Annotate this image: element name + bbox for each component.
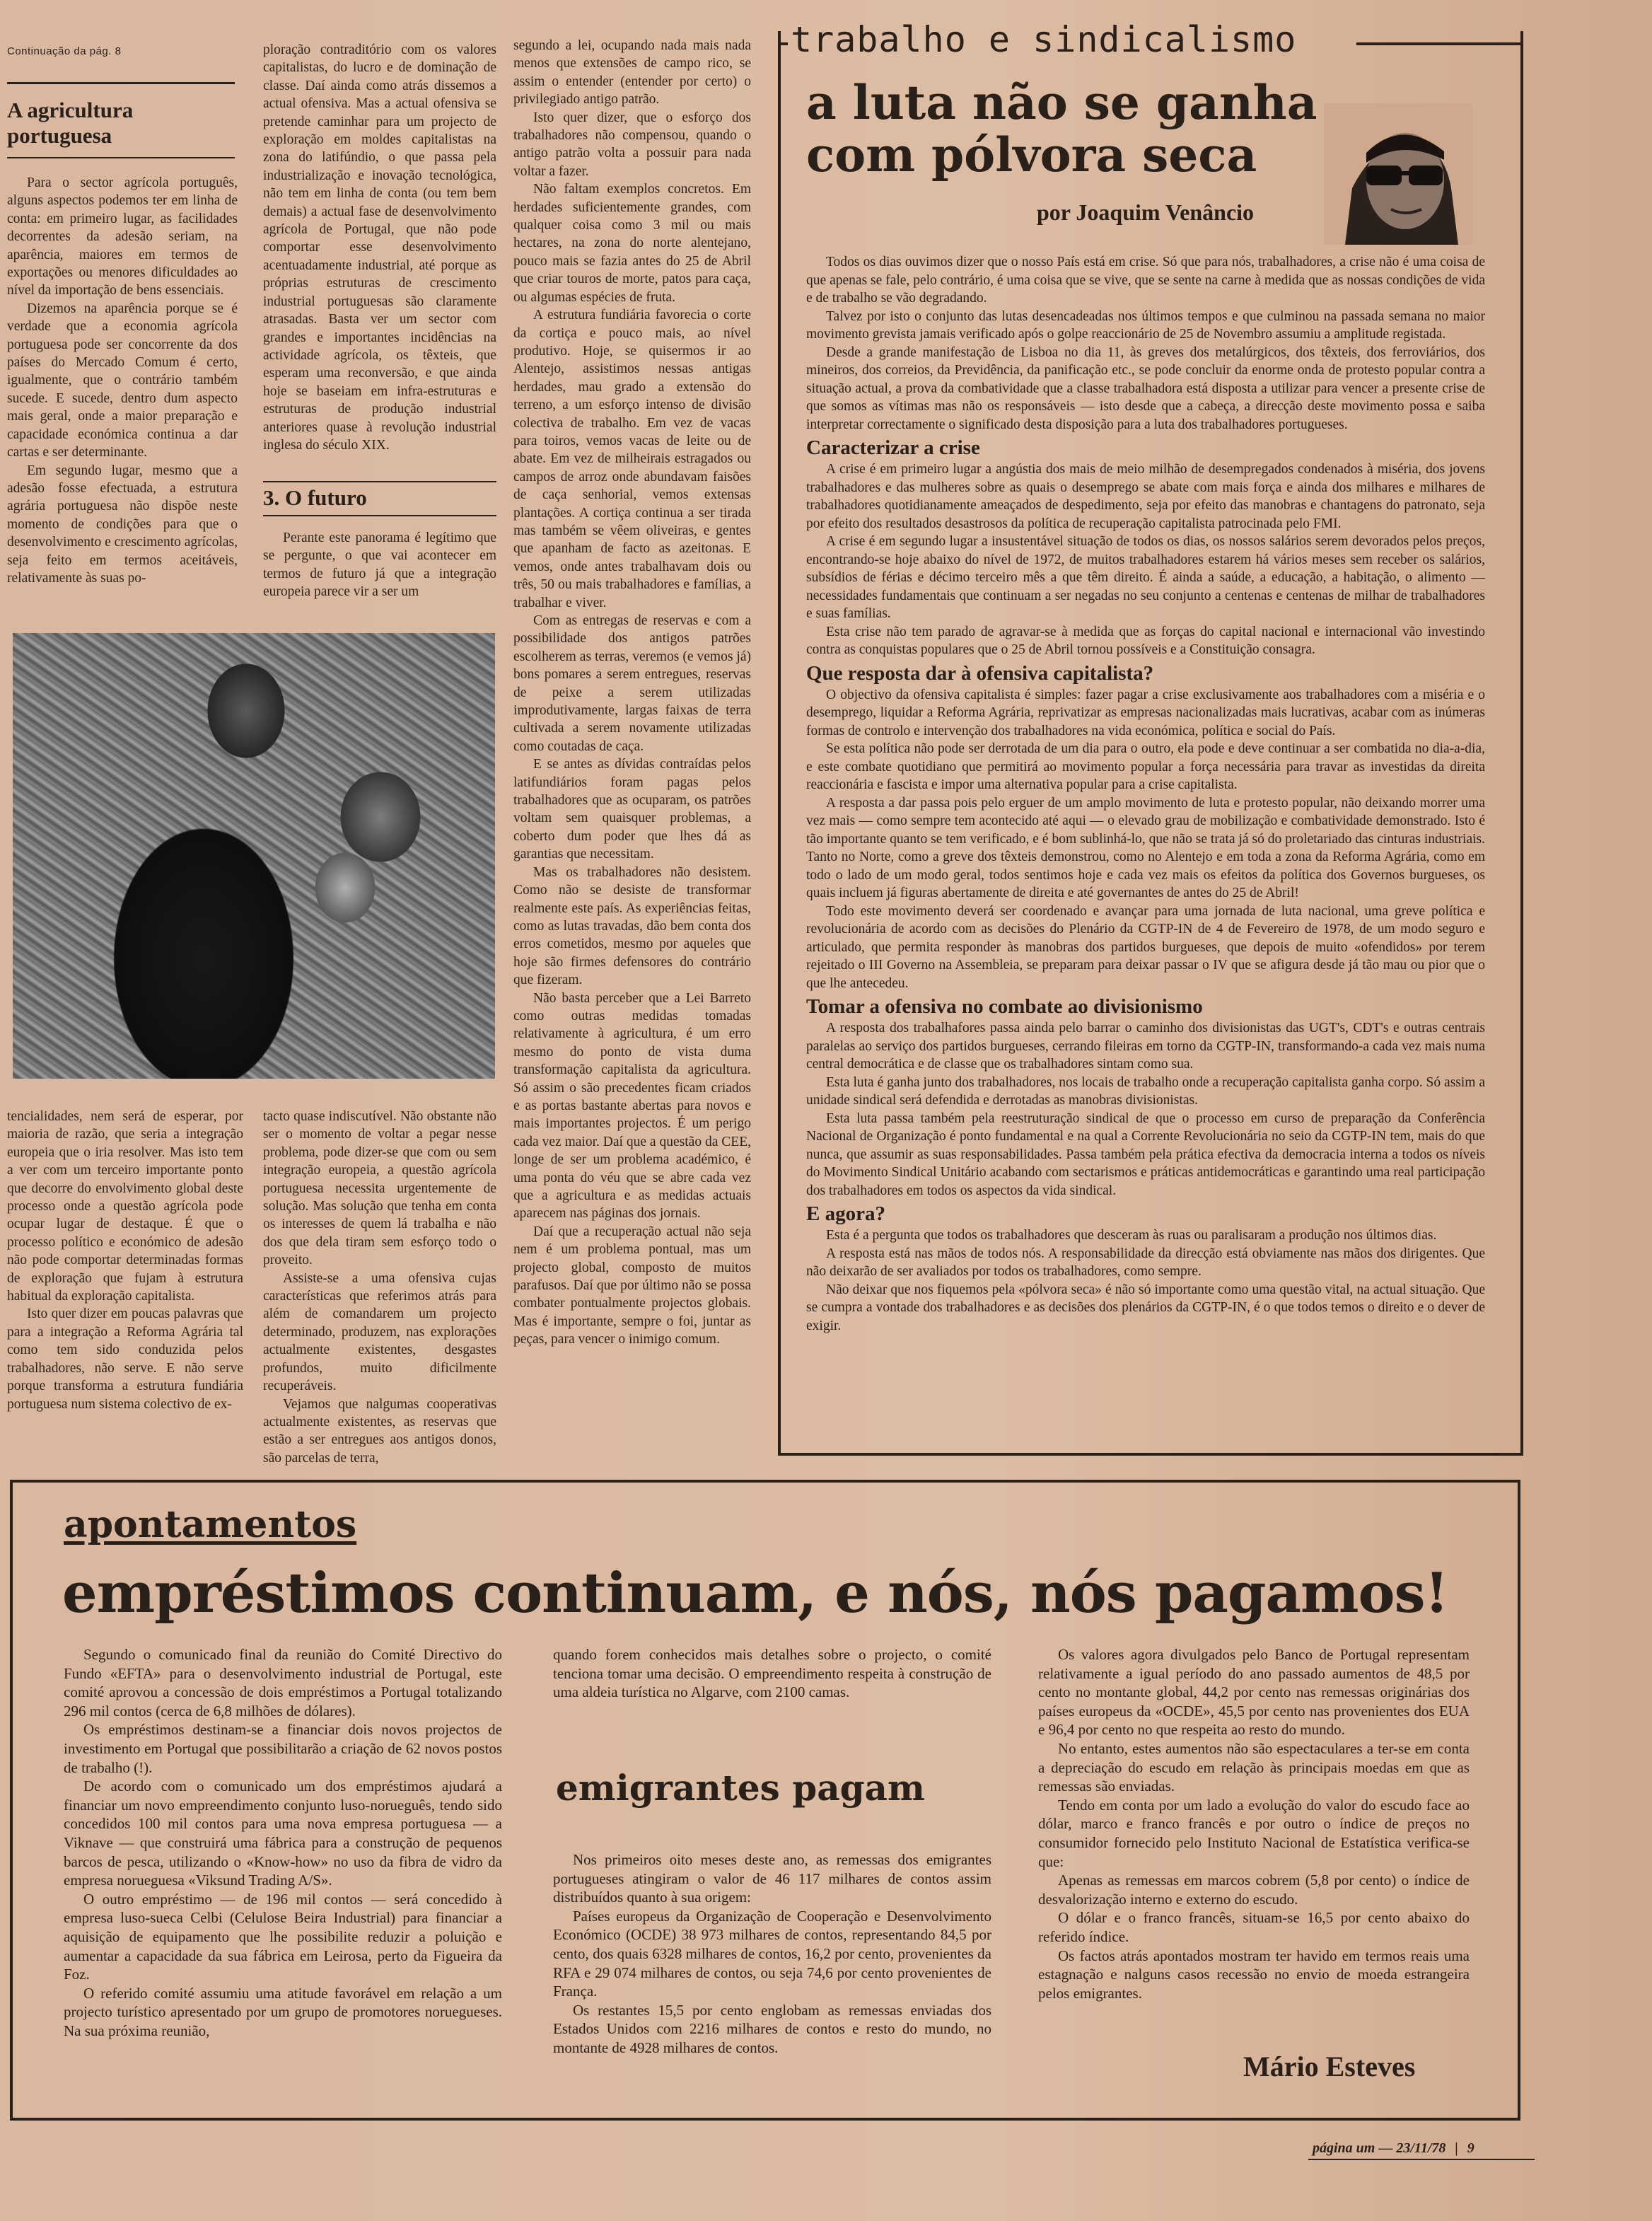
paragraph: Para o sector agrícola português, alguns aspectos podemos ter em linha de conta: em primeiro lugar, as facilidades decorrentes da adesão seriam, na aparência, maiores em termos de exportações ou menores dificuldades ao nível da importação de bens essenciais. (7, 175, 238, 298)
page-number: 9 (1467, 2140, 1474, 2156)
paragraph: Não basta perceber que a Lei Barreto como outras medidas tomadas relativamente à agricultura, é um erro mesmo do ponto de vista duma transformação capitalista da agricultura. Só assim o são precedentes ficam criados e as portas bastante abertas para novos e mais importantes projectos. É um perigo cada vez maior. Daí que a questão da CEE, longe de ser um problema académico, é uma ponta do véu que se abre cada vez que a agricultura e as medidas actuais aparecem nas páginas dos jornais. (513, 990, 751, 1222)
paragraph: Todo este movimento deverá ser coordenado e avançar para uma jornada de luta nacional, uma greve política e revolucionária de acordo com as decisões do Plenário da CGTP-IN de 4 de Fevereiro de 1978, de um modo seguro e articulado, que permita responder às manobras dos partidos burgueses, que depois de muito «ofendidos» por terem rejeitado o III Governo na Assembleia, se preparam para deixar passar o IV que se afigura desde já tão mau ou pior que o que lhe antecedeu. (806, 903, 1485, 991)
section-title-agricultura: A agricultura portuguesa (7, 98, 134, 148)
headline-line-1: a luta não se ganha (806, 75, 1317, 130)
union-article-topline-right (1356, 42, 1520, 45)
paragraph: Todos os dias ouvimos dizer que o nosso País está em crise. Só que para nós, trabalhadores, a crise não é uma coisa de que apenas se fale, pelo contrário, é uma coisa que se vive, que se sente na carne à medida que as nossas condições de vida e de trabalho se vão degradando. (806, 255, 1485, 306)
paragraph: ploração contraditório com os valores capitalistas, do lucro e de dominação de classe. Daí ainda como atrás dissemos a actual ofensiva. Mas a actual ofensiva se pretende caminhar para um projecto de exploração em moldes capitalistas na zona do latifúndio, o que passa pela industrialização e inovação tecnológica, não tem em linha de conta (ou tem bem demais) a actual fase de desenvolvimento agrícola de Portugal, que não pode comportar esse desenvolvimento acentuadamente industrial, até porque as próprias estruturas de crescimento industrial portuguesas são claramente atrasadas. Basta ver um sector com grandes e importantes incidências na actividade agrícola, os têxteis, que esperam uma reconversão, e que ainda hoje se baseiam em infra-estruturas e estruturas de produção industrial anteriores quase à revolução industrial inglesa do século XIX. (263, 42, 496, 453)
bottom-col2 (553, 1645, 991, 1702)
paragraph: A resposta dos trabalhafores passa ainda pelo barrar o caminho dos divisionistas das UGT's, CDT's e outras centrais paralelas ao serviço dos partidos burgueses, cerrando fileiras em torno da CGTP-IN, transformando-a cada vez mais numa central democrática e de classe que os trabalhadores sintam como sua. (806, 1021, 1485, 1072)
bottom-col2-rest (553, 1850, 991, 2058)
paragraph: Se esta política não pode ser derrotada de um dia para o outro, ela pode e deve continuar a ser combatida no dia-a-dia, e este combate quotidiano que permitirá ao movimento popular a força necessária para travar as investidas da direita reaccionária e fascista e impor uma alternativa popular para a crise capitalista. (806, 741, 1485, 792)
section-title-futuro: 3. O futuro (263, 485, 367, 510)
paragraph: Com as entregas de reservas e com a possibilidade dos antigos patrões escolherem as terras, veremos (e vemos já) bons pomares a serem entregues, reservas de peixe a serem utilizadas improdutivamente, largas faixas de terra cultivada a serem novamente utilizadas como coutadas de caça. (513, 613, 751, 754)
paragraph: O dólar e o franco francês, situam-se 16,5 por cento abaixo do referido índice. (1038, 1909, 1470, 1945)
paragraph: Assiste-se a uma ofensiva cujas características que referimos atrás para além de comandarem um projecto determinado, produzem, nas explorações actualmente existentes, desgastes profundos, muito dificilmente recuperáveis. (263, 1270, 496, 1394)
photo-women-and-child (13, 633, 495, 1079)
paragraph: E se antes as dívidas contraídas pelos latifundiários foram pagas pelos trabalhadores que as ocuparam, os patrões voltam sem quaisquer problemas, a coberto dum poder que lhes dá as garantias que necessitam. (513, 757, 751, 862)
paragraph: Os empréstimos destinam-se a financiar dois novos projectos de investimento em Portugal que possibilitarão a criação de 62 novos postos de trabalho (!). (64, 1721, 502, 1776)
paragraph: Esta é a pergunta que todos os trabalhadores que desceram às ruas ou paralisaram a produção nos últimos dias. (826, 1228, 1437, 1243)
paragraph: A resposta está nas mãos de todos nós. A responsabilidade da direcção está obviamente nas mãos dos dirigentes. Que não deixarão de ser avaliados por todos os trabalhadores, como sempre. (806, 1246, 1485, 1279)
col1-text-bottom (7, 1108, 243, 1413)
col2-text-top (263, 41, 496, 454)
bottom-col1 (64, 1645, 502, 2040)
author-portrait (1324, 103, 1472, 245)
paragraph: tacto quase indiscutível. Não obstante não ser o momento de voltar a pegar nesse problema, pode dizer-se que com ou sem integração europeia, a questão agrícola portuguesa necessita urgentemente de solução. Mas solução que tenha em conta os interesses de quem lá trabalha e não dos que dela tiram sem esforço todo o proveito. (263, 1109, 496, 1268)
footer-rule (1308, 2159, 1535, 2160)
divider (7, 82, 235, 84)
apontamentos-byline: Mário Esteves (1243, 2051, 1416, 2082)
union-article-body (806, 253, 1485, 1335)
paragraph: Tendo em conta por um lado a evolução do valor do escudo face ao dólar, marco e franco francês e por outro o índice de preços no consumidor fornecido pelo Instituto Nacional de Estatística verifica-se que: (1038, 1796, 1470, 1870)
col2-text-mid (263, 529, 496, 601)
subheading-resposta: Que resposta dar à ofensiva capitalista? (806, 661, 1154, 685)
paragraph: Não faltam exemplos concretos. Em herdades suficientemente grandes, com qualquer coisa como 3 mil ou mais hectares, na zona do norte alentejano, pouco mais se fazia antes do 25 de Abril que criar touros de morte, patos para caça, ou algumas espécies de fruta. (513, 182, 751, 305)
paragraph: Os valores agora divulgados pelo Banco de Portugal representam relativamente a igual período do ano passado aumentos de 48,5 por cento no montante global, 44,2 por cento nas remessas originárias dos países europeus da «OCDE», 45,5 por cento nas provenientes dos EUA e 96,4 por cento no que respeita ao resto do mundo. (1038, 1646, 1470, 1739)
paragraph: De acordo com o comunicado um dos empréstimos ajudará a financiar um novo empreendimento conjunto luso-norueguês, tendo sido concedidos 100 mil contos para uma nova empresa portuguesa — a Viknave — que construirá uma fábrica para a construção de pequenos barcos de pesca, utilizando o «Know-how» no uso da fibra de vidro da empresa norueguesa «Viksund Trading A/S». (64, 1778, 502, 1889)
headline-line-2: com pólvora seca (806, 127, 1257, 182)
subheading-divisionismo: Tomar a ofensiva no combate ao divisionismo (806, 995, 1203, 1018)
paragraph: Não deixar que nos fiquemos pela «pólvora seca» é não só importante como uma questão vital, na actual situação. Que se cumpra a vontade dos trabalhadores e as decisões dos plenários da CGTP-IN, é o que todos temos o direito e o dever de exigir. (806, 1282, 1485, 1333)
paragraph: Esta luta passa também pela reestruturação sindical de que o processo em curso de preparação da Conferência Nacional de Organização é ponto fundamental e na qual a Corrente Revolucionária no seio da CGTP-IN tem, mais do que nunca, que assumir as suas responsabilidades. Passa também pela prática efectiva da democracia interna a todos os níveis do Movimento Sindical Unitário acabando com sectarismos e práticas antidemocráticas e garantindo uma real participação dos trabalhadores em todos os aspectos da vida sindical. (806, 1110, 1485, 1198)
paragraph: Dizemos na aparência porque se é verdade que a economia agrícola portuguesa pode ser concorrente da dos países do Mercado Comum é certo, igualmente, que o contrário também sucede. E sucede, dentro dum aspecto mais geral, onde a maior preparação e capacidade económica continua a dar cartas e ser determinante. (7, 301, 238, 460)
paragraph: Os factos atrás apontados mostram ter havido em termos reais uma estagnação e nalguns casos recessão no envio de moeda estrangeira pelos emigrantes. (1038, 1947, 1470, 2002)
apontamentos-headline: empréstimos continuam, e nós, nós pagamos! (62, 1561, 1448, 1625)
apontamentos-kicker: apontamentos (64, 1503, 357, 1546)
paragraph: Apenas as remessas em marcos cobrem (5,8 por cento) o índice de desvalorização interno e externo do escudo. (1038, 1872, 1470, 1908)
paragraph: Perante este panorama é legítimo que se pergunte, o que vai acontecer em termos de futuro já que a integração europeia parece vir a ser um (263, 530, 496, 600)
continuation-note: Continuação da pág. 8 (7, 45, 122, 57)
page-footer: página um — 23/11/78 | 9 (1313, 2140, 1474, 2156)
paragraph: A estrutura fundiária favorecia o corte da cortiça e pouco mais, ao nível produtivo. Hoje, se quisermos ir ao Alentejo, assistimos nessas antigas herdades, mau grado a extensão do terreno, a um esforço intenso de divisão colectiva de trabalho. Em vez de vacas para toiros, vemos vacas de leite ou de abate. Em vez de milheirais estragados ou campos de arroz onde abundavam faisões de caça senhorial, vemos extensas plantações. A cortiça continua a ser tirada mas também se vêem oliveiras, e gentes que apanham de facto as azeitonas. E vemos, onde antes trabalhavam dois ou três, 50 ou mais trabalhadores e famílias, a trabalhar e viver. (513, 308, 751, 610)
paragraph: Mas os trabalhadores não desistem. Como não se desiste de transformar realmente este país. As experiências feitas, como as lutas travadas, dão bem conta dos erros cometidos, mesmo por aqueles que hoje são firmes defensores do contrário que fizeram. (513, 864, 751, 988)
paragraph: O outro empréstimo — de 196 mil contos — será concedido à empresa luso-sueca Celbi (Celulose Beira Industrial) para financiar a aquisição de equipamento que lhe possibilite reduzir a poluição e aumentar a capacidade da sua fábrica em Leirosa, perto da Figueira da Foz. (64, 1890, 502, 1983)
paragraph: A resposta a dar passa pois pelo erguer de um amplo movimento de luta e protesto popular, não deixando morrer uma vez mais — como sempre tem acontecido até aqui — o elevado grau de mobilização e combatividade demonstrado. Isto é tão importante quanto se tem verificado, e é bom sublinhá-lo, que não se trata já só do proletariado das cinturas industriais. Tanto no Norte, como a greve dos têxteis demonstrou, como no Alentejo e em toda a zona da Reforma Agrária, como em todo o lado de um modo geral, todos sentimos hoje e cada vez mais os efeitos da política dos Governos burgueses, os quais incluem já figuras abertamente de direita e até governantes de antes do 25 de Abril! (806, 795, 1485, 900)
paragraph: segundo a lei, ocupando nada mais nada menos que extensões de campo rico, se assim o entender (entender por certo) o privilegiado antigo patrão. (513, 38, 751, 108)
article-headline (806, 76, 1344, 181)
bottom-col3 (1038, 1645, 1470, 2002)
paragraph: Isto quer dizer em poucas palavras que para a integração a Reforma Agrária tal como tem sido conduzida pelos trabalhadores, não serve. E não serve porque transforma a estrutura fundiária portuguesa num sistema colectivo de ex- (7, 1306, 243, 1412)
paragraph: Esta crise não tem parado de agravar-se à medida que as forças do capital nacional e internacional vão investindo contra as conquistas populares que o 25 de Abril tornou possíveis e a Constituição consagra. (806, 624, 1485, 657)
paragraph: quando forem conhecidos mais detalhes sobre o projecto, o comité tenciona tomar uma decisão. O empreendimento respeita à construção de uma aldeia turística no Algarve, com 2100 camas. (553, 1646, 991, 1701)
paragraph: Isto quer dizer, que o esforço dos trabalhadores não compensou, quando o antigo patrão volta a possuir para nada voltar a fazer. (513, 110, 751, 179)
paragraph: Talvez por isto o conjunto das lutas desencadeadas nos últimos tempos e que culminou na passada semana no maior movimento grevista jamais verificado após o golpe reaccionário de 25 de Novembro assumiu a amplitude registada. (806, 308, 1485, 342)
subheading-e-agora: E agora? (806, 1202, 885, 1225)
paragraph: O referido comité assumiu uma atitude favorável em relação a um projecto turístico apresentado por um grupo de promotores noruegueses. Na sua próxima reunião, (64, 1984, 502, 2039)
col2-section-title (263, 485, 496, 511)
section-kicker: trabalho e sindicalismo (791, 19, 1297, 60)
paragraph: Nos primeiros oito meses deste ano, as remessas dos emigrantes portugueses atingiram o valor de 46 117 milhares de contos assim distribuídos quanto à sua origem: (553, 1851, 991, 1906)
subheading-crise: Caracterizar a crise (806, 436, 980, 459)
col1-section-title (7, 98, 177, 149)
emigrantes-subheading: emigrantes pagam (556, 1767, 925, 1809)
paragraph: A crise é em segundo lugar a insustentável situação de todos os dias, os nossos salários serem devorados pelos preços, encontrando-se hoje abaixo do nível de 1972, de muitos trabalhadores estarem há vários meses sem receber os salários, subsídios de férias e décimo terceiro mês a que têm direito. É ainda a saúde, a educação, a habitação, o alimento — necessidades fundamentais que continuam a ser negadas no seu conjunto a centenas e centenas de milhar de trabalhadores e suas famílias. (806, 534, 1485, 621)
paragraph: Segundo o comunicado final da reunião do Comité Directivo do Fundo «EFTA» para o desenvolvimento industrial de Portugal, este comité aprovou a concessão de dois empréstimos a Portugal totalizando 296 mil contos (cerca de 6,8 milhões de dólares). (64, 1646, 502, 1720)
paragraph: Em segundo lugar, mesmo que a adesão fosse efectuada, a estrutura agrária portuguesa não dispõe neste momento de condições para que o desenvolvimento e crescimento agrícolas, seja feito em termos aceitáveis, relativamente às suas po- (7, 463, 238, 586)
paragraph: Países europeus da Organização de Cooperação e Desenvolvimento Económico (OCDE) 38 973 milhares de contos, representando 84,5 por cento, dos quais 6328 milhares de contos, 16,2 por cento, provenientes da RFA e 29 074 milhares de contos, ou seja 74,6 por cento provenientes de França. (553, 1907, 991, 2000)
paragraph: O objectivo da ofensiva capitalista é simples: fazer pagar a crise exclusivamente aos trabalhadores com a miséria e o desemprego, liquidar a Reforma Agrária, reprivatizar as empresas nacionalizadas mais lucrativas, acabar com as inúmeras formas de controlo e intervenção dos trabalhadores na vida económica, política e social do País. (806, 687, 1485, 738)
article-byline: por Joaquim Venâncio (1037, 199, 1255, 225)
col2-text-bottom (263, 1108, 496, 1467)
union-article-topline-left (778, 42, 788, 45)
col3-text (513, 37, 751, 1349)
divider (263, 515, 496, 516)
footer-publication: página um — 23/11/78 (1313, 2140, 1446, 2156)
paragraph: tencialidades, nem será de esperar, por maioria de razão, que seria a integração europeia que o iria resolver. Mas isto tem a ver com um terceiro importante ponto que decorre do envolvimento global deste processo onde a questão agrícola pode ocupar lugar de destaque. É que o processo político e económico de adesão não pode comportar determinadas formas de exploração que fujam à estrutura habitual da exploração capitalista. (7, 1109, 243, 1304)
paragraph: Os restantes 15,5 por cento englobam as remessas enviadas dos Estados Unidos com 2216 milhares de contos e resto do mundo, no montante de 4928 milhares de contos. (553, 2001, 991, 2056)
paragraph: Vejamos que nalgumas cooperativas actualmente existentes, as reservas que estão a ser entregues aos antigos donos, são parcelas de terra, (263, 1396, 496, 1466)
paragraph: Esta luta é ganha junto dos trabalhadores, nos locais de trabalho onde a recuperação capitalista ganha corpo. Só assim a unidade sindical será defendida e derrotadas as manobras divisionistas. (806, 1074, 1485, 1108)
divider (7, 157, 235, 158)
paragraph: Desde a grande manifestação de Lisboa no dia 11, às greves dos metalúrgicos, dos têxteis, dos ferroviários, dos mineiros, dos correios, da Previdência, da panificação etc., se pode concluir da enorme onda de protesto popular contra a situação actual, a prova da combatividade que a classe trabalhadora está disposta a utilizar para vencer a presente crise de que somos as vítimas mas não os responsáveis — isto desde que a cabeça, a direcção deste movimento possa e saiba interpretar correctamente o significado desta disposição para a luta dos trabalhadores portugueses. (806, 344, 1485, 432)
paragraph: A crise é em primeiro lugar a angústia dos mais de meio milhão de desempregados condenados à miséria, dos jovens trabalhadores e das mulheres sobre as quais o desemprego se abate com mais força e ainda dos milhares e milhares de trabalhadores quotidianamente ameaçados de despedimento, seja por efeito das manobras e chantagens do patronato, seja por efeito dos resultados desastrosos da política de recuperação capitalista patrocinada pelo FMI. (806, 462, 1485, 531)
divider (263, 481, 496, 482)
paragraph: Daí que a recuperação actual não seja nem é um problema pontual, mas um projecto global, composto de muitos parafusos. Daí que por último não se possa combater pontualmente projectos globais. Mas é importante, sempre o foi, juntar as peças, para vencer o inimigo comum. (513, 1224, 751, 1347)
col1-text-top (7, 174, 238, 587)
paragraph: No entanto, estes aumentos não são espectaculares a ter-se em conta a depreciação do escudo em relação às principais moedas em que as remessas são enviadas. (1038, 1739, 1470, 1795)
